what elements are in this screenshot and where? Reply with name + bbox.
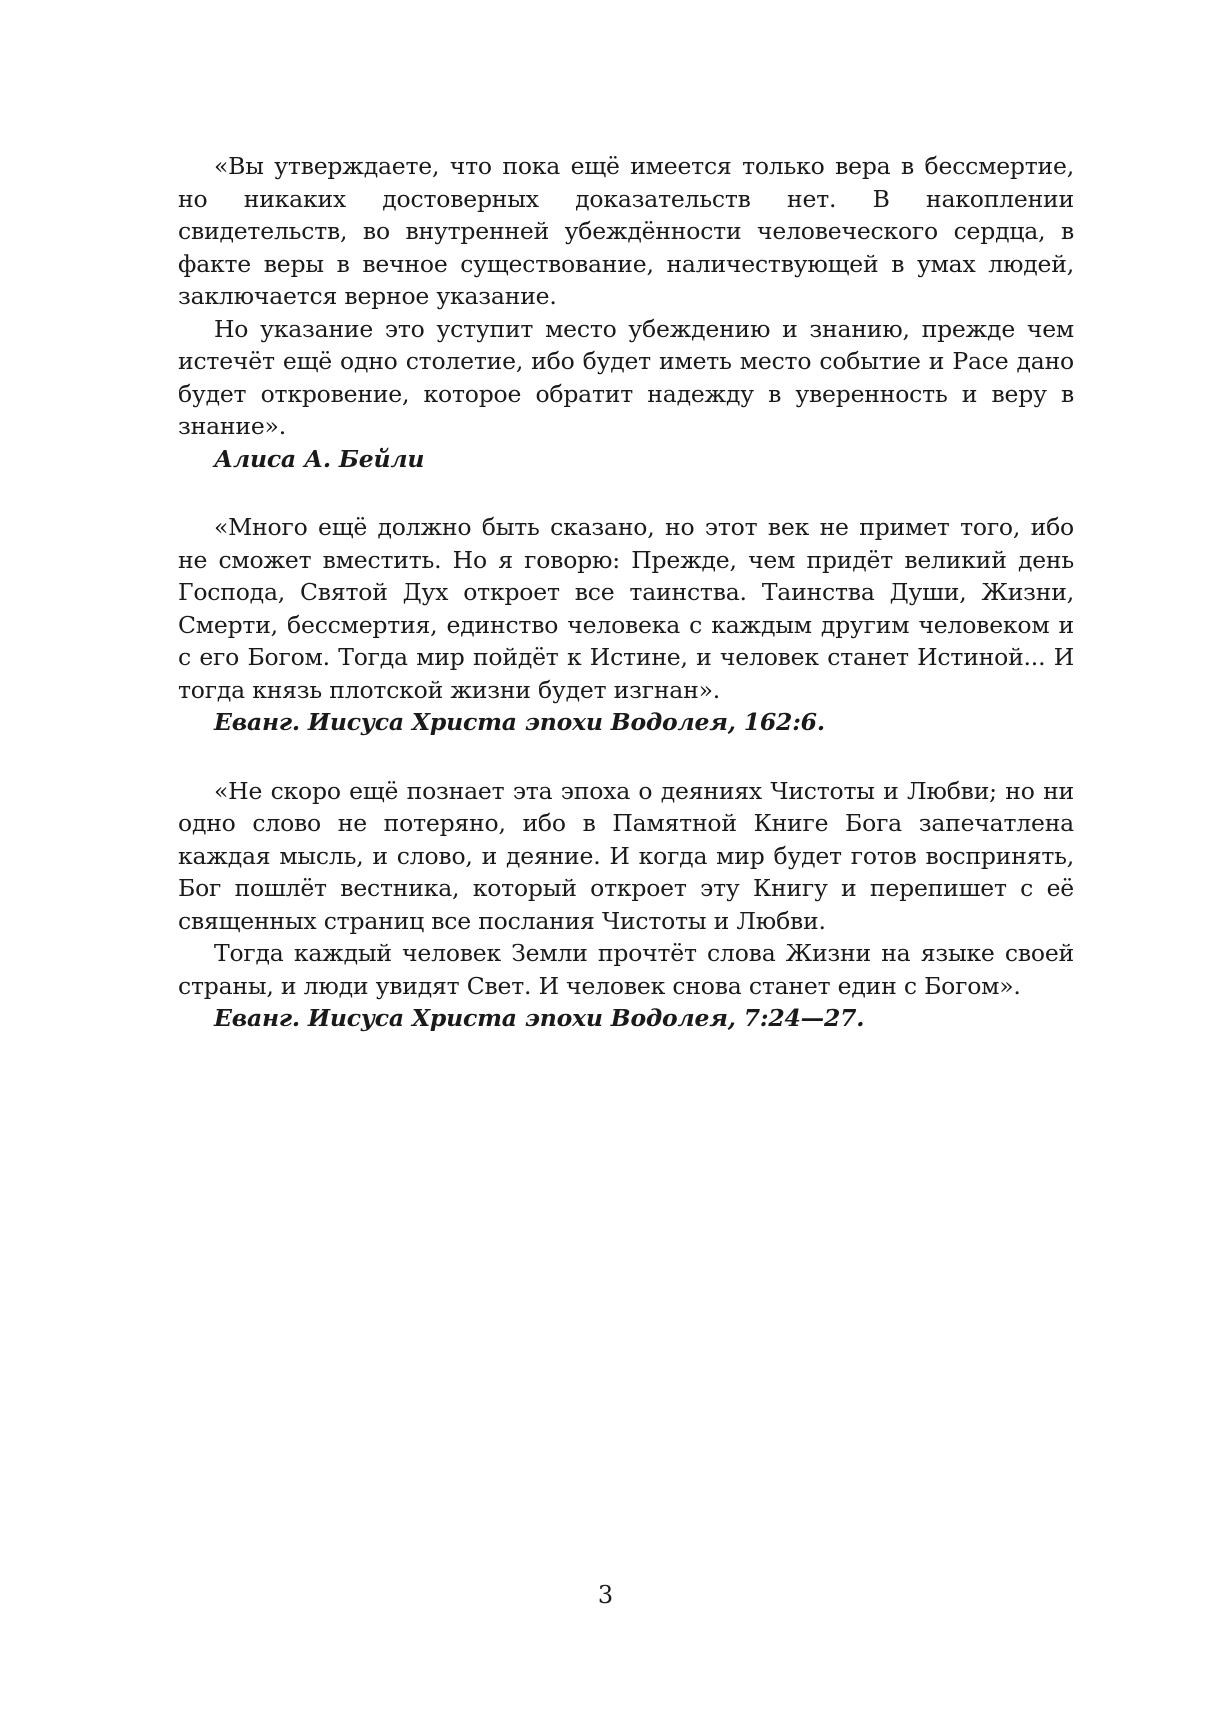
- quote-attribution: Алиса А. Бейли: [214, 444, 425, 473]
- quote-paragraph: Но указание это уступит место убеждению и знанию, прежде чем истечёт ещё одно столетие, ибо будет иметь место событие и Расе дано будет откровение, которое обратит надежду в уверенность и веру в знание».: [178, 314, 1074, 440]
- quote-block-gospel-162: [178, 511, 1074, 739]
- page-content: [178, 150, 1074, 1071]
- quote-paragraph: «Вы утверждаете, что пока ещё имеется только вера в бессмертие, но никаких достоверных доказательств нет. В накоплении свидетельств, во внутренней убеждённости человеческого сердца, в факте веры в вечное существование, наличествующей в умах людей, заключается верное указание.: [178, 152, 1074, 310]
- quote-attribution: Еванг. Иисуса Христа эпохи Водолея, 7:24—27.: [214, 1004, 865, 1032]
- quote-attribution: Еванг. Иисуса Христа эпохи Водолея, 162:6.: [214, 708, 825, 736]
- quote-paragraph: «Не скоро ещё познает эта эпоха о деяниях Чистоты и Любви; но ни одно слово не потеряно, ибо в Памятной Книге Бога запечатлена каждая мысль, и слово, и деяние. И когда мир будет готов воспринять, Бог пошлёт вестника, который откроет эту Книгу и перепишет с её священных страниц все послания Чистоты и Любви.: [178, 776, 1074, 935]
- quote-block-bailey: [178, 150, 1074, 475]
- quote-paragraph: Тогда каждый человек Земли прочтёт слова Жизни на языке своей страны, и люди увидят Свет. И человек снова станет един с Богом».: [178, 939, 1074, 1000]
- quote-block-gospel-7: [178, 775, 1074, 1035]
- page-number: 3: [597, 1581, 614, 1609]
- quote-paragraph: «Много ещё должно быть сказано, но этот век не примет того, ибо не сможет вместить. Но я говорю: Прежде, чем придёт великий день Господа, Святой Дух откроет все таинства. Таинства Души, Жизни, Смерти, бессмертия, единство человека с каждым другим человеком и с его Богом. Тогда мир пойдёт к Истине, и человек станет Истиной... И тогда князь плотской жизни будет изгнан».: [178, 513, 1074, 704]
